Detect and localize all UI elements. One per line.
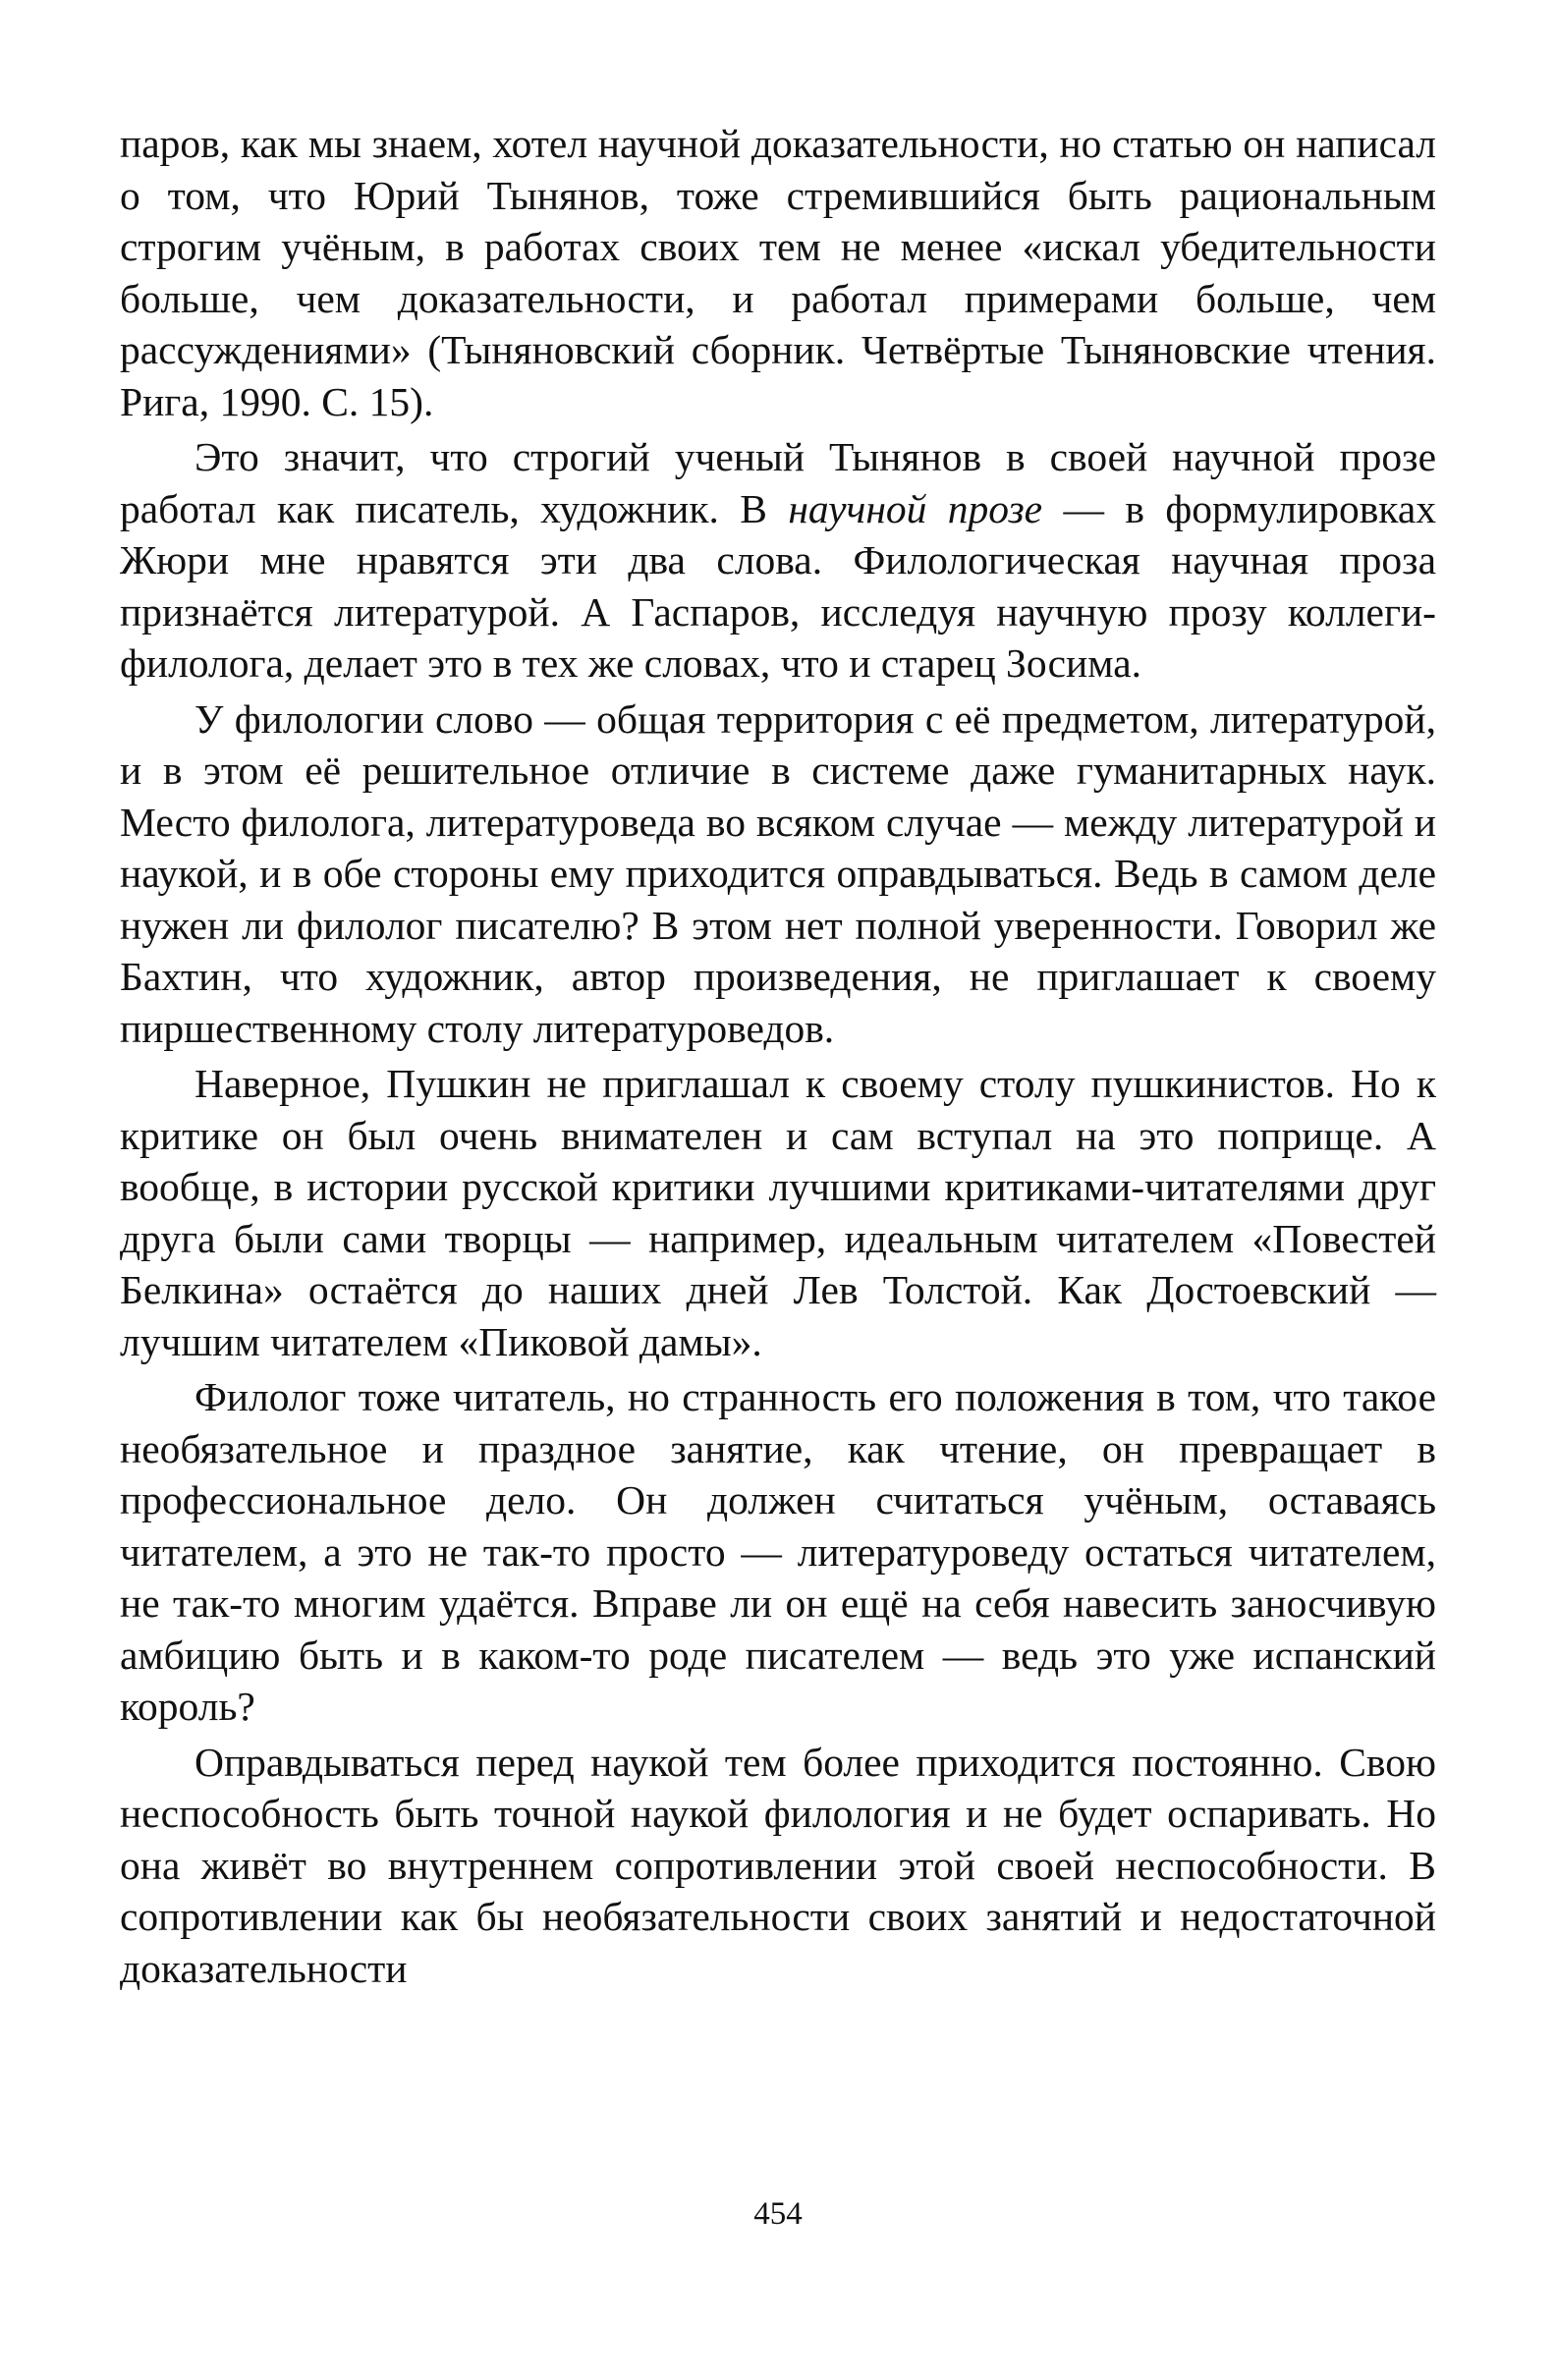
italic-run: научной прозе [788,485,1043,531]
paragraph [120,1737,1436,1995]
page-number: 454 [753,2196,803,2232]
paragraph [120,1371,1436,1733]
text-run: Наверное, Пушкин не приглашал к своему столу пушкинистов. Но к критике он был очень внимателен и сам вступал на это поприще. А вообще, в истории русской критики лучшими критиками-читателями друг друга были сами творцы — например, идеальным читателем «Повестей Белкина» остаётся до наших дней Лев Толстой. Как Достоевский — лучшим читателем «Пиковой дамы». [120,1061,1436,1364]
text-run: У филологии слово — общая территория с её предметом, литературой, и в этом её решительное отличие в системе даже гуманитарных наук. Место филолога, литературоведа во всяком случае — между литературой и наукой, и в обе стороны ему приходится оправдываться. Ведь в самом деле нужен ли филолог писателю? В этом нет полной уверенности. Говорил же Бахтин, что художник, автор произведения, не приглашает к своему пиршественному столу литературоведов. [120,695,1436,1051]
text-run: Это значит, что строгий ученый Тынянов в своей научной прозе работал как писатель, художник. В [120,434,1436,531]
paragraph [120,693,1436,1055]
text-run: — в формулировках Жюри мне нравятся эти два слова. Филологическая научная проза признаётся литературой. А Гаспаров, исследуя научную прозу коллеги-филолога, делает это в тех же словах, что и старец Зосима. [120,485,1436,686]
paragraph [120,431,1436,690]
text-run: Филолог тоже читатель, но странность его положения в том, что такое необязательное и праздное занятие, как чтение, он превращает в профессиональное дело. Он должен считаться учёным, оставаясь читателем, а это не так-то просто — литературоведу остаться читателем, не так-то многим удаётся. Вправе ли он ещё на себя навесить заносчивую амбицию быть и в каком-то роде писателем — ведь это уже испанский король? [120,1374,1436,1729]
paragraph [120,118,1436,427]
paragraph [120,1058,1436,1367]
text-run: паров, как мы знаем, хотел научной доказательности, но статью он написал о том, что Юрий Тынянов, тоже стремившийся быть рациональным строгим учёным, в работах своих тем не менее «искал убедительности больше, чем доказательности, и работал примерами больше, чем рассуждениями» (Тыняновский сборник. Четвёртые Тыняновские чтения. Рига, 1990. С. 15). [120,121,1436,424]
text-run: Оправдываться перед наукой тем более приходится постоянно. Свою неспособность быть точной наукой филология и не будет оспаривать. Но она живёт во внутреннем сопротивлении этой своей неспособности. В сопротивлении как бы необязательности своих занятий и недостаточной доказательности [120,1739,1436,1991]
body-text [120,118,1436,1994]
